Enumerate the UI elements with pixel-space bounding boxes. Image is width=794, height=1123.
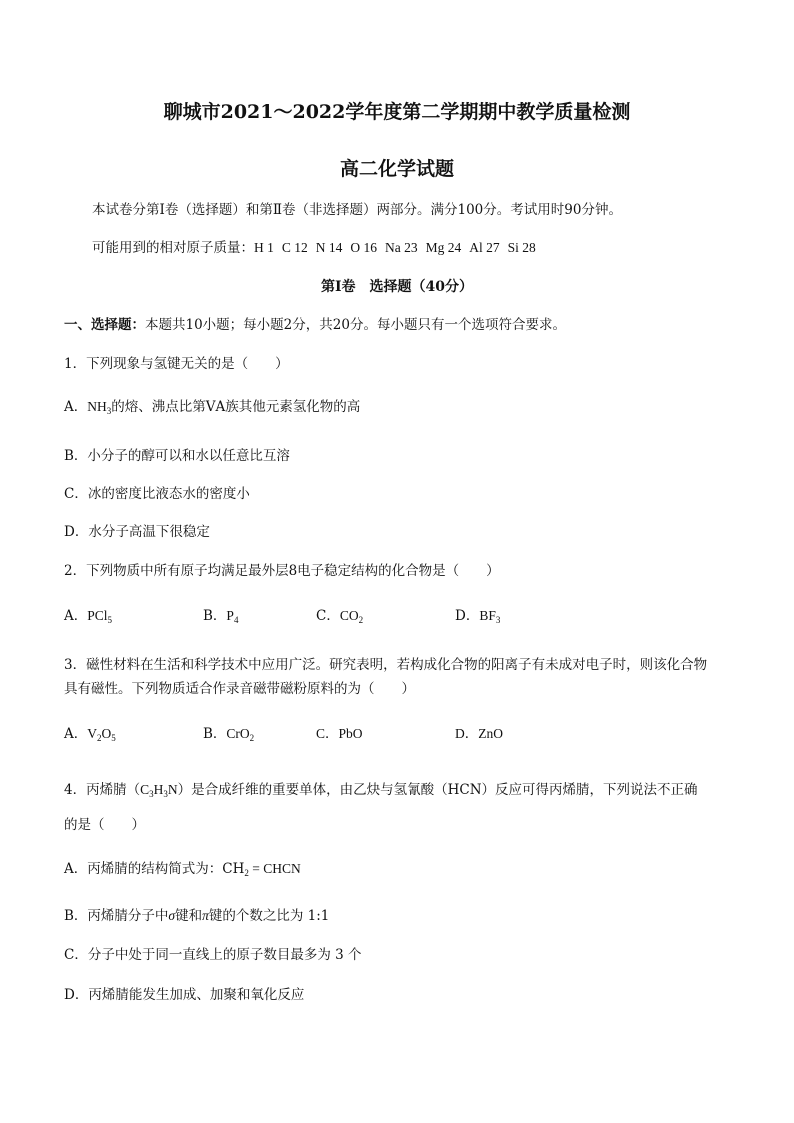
atomic-mass-line [92,238,734,258]
question-1-option-a [64,397,734,421]
formula-subscript: 2 [244,868,249,878]
formula-subscript: 4 [233,615,239,625]
question-1-option-d: D．水分子高温下很稳定 [64,524,210,540]
option-text: 键和 [175,908,203,924]
question-4-stem-line-2: 的是（ ） [64,817,145,833]
pi-symbol: π [202,908,209,923]
question-2-option-c [316,606,363,630]
formula-subscript: 3 [163,789,168,799]
sigma-symbol: σ [168,908,176,923]
formula: O [101,726,112,741]
question-1-option-b: B．小分子的醇可以和水以任意比互溶 [64,448,290,464]
question-3-option-a [64,724,116,748]
formula-subscript: 2 [358,615,364,625]
formula: PCl [87,608,108,623]
formula: CrO [226,726,250,741]
formula: P [226,608,234,623]
question-3-stem-line-2: 具有磁性。下列物质适合作录音磁带磁粉原料的为（ ） [64,681,415,697]
question-4-stem-line-1 [64,780,734,804]
instruction-text: 本题共10小题；每小题2分，共20分。每小题只有一个选项符合要求。 [145,317,566,333]
formula-subscript: 3 [106,406,112,416]
question-2-option-a [64,606,112,630]
option-label: B． [203,726,227,742]
atomic-mass-h: H 1 [254,240,274,255]
stem-text: 4．丙烯腈（ [64,782,141,798]
option-text: 的熔、沸点比第ⅤA族其他元素氢化物的高 [111,399,361,415]
exam-title: 聊城市2021～2022学年度第二学期期中教学质量检测 [163,101,631,123]
stem-text: ）是合成纤维的重要单体，由乙炔与氢氰酸（HCN）反应可得丙烯腈，下列说法不正确 [177,782,698,798]
intro-line: 本试卷分第Ⅰ卷（选择题）和第Ⅱ卷（非选择题）两部分。满分100分。考试用时90分钟。 [92,202,622,218]
section-instruction [64,315,734,335]
question-3-stem-line-1: 3．磁性材料在生活和科学技术中应用广泛。研究表明，若构成化合物的阳离子有未成对电子时，则该化合物 [64,657,708,673]
formula: V [87,726,97,741]
question-3-option-c: C．PbO [316,726,363,741]
option-text: A．丙烯腈的结构简式为：CH [64,861,245,877]
formula: N [167,782,178,797]
section-heading: 第Ⅰ卷 选择题（40分） [320,279,474,295]
question-1-option-c: C．冰的密度比液态水的密度小 [64,486,250,502]
option-text: B．丙烯腈分子中 [64,908,169,924]
question-4-option-a [64,859,734,883]
formula: CO [339,608,359,623]
question-1-stem: 1．下列现象与氢键无关的是（ ） [64,356,289,372]
option-label: A． [64,608,88,624]
option-label: A． [64,726,88,742]
question-2-stem: 2．下列物质中所有原子均满足最外层8电子稳定结构的化合物是（ ） [64,563,500,579]
formula-subscript: 2 [249,733,255,743]
atomic-mass-mg: Mg 24 [425,240,462,255]
question-3-option-d: D．ZnO [455,726,503,741]
formula-subscript: 3 [149,789,154,799]
formula: H [153,782,164,797]
question-2-option-b [203,606,238,630]
formula: BF [479,608,496,623]
question-4-option-d: D．丙烯腈能发生加成、加聚和氧化反应 [64,987,305,1003]
question-3-option-b [203,724,254,748]
formula-subscript: 5 [107,615,113,625]
atomic-mass-label: 可能用到的相对原子质量： [92,240,254,256]
question-4-option-c: C．分子中处于同一直线上的原子数目最多为 3 个 [64,947,362,963]
atomic-mass-o: O 16 [350,240,378,255]
atomic-mass-n: N 14 [315,240,343,255]
formula-subscript: 2 [97,733,102,743]
formula: NH [87,399,107,414]
instruction-bold: 一、选择题： [64,317,145,333]
option-text: 键的个数之比为 1:1 [208,908,330,924]
atomic-mass-c: C 12 [281,240,308,255]
option-label: C． [316,608,340,624]
exam-subtitle: 高二化学试题 [339,158,454,180]
formula: = CHCN [248,861,301,876]
formula-subscript: 3 [495,615,501,625]
option-label: B． [203,608,227,624]
atomic-mass-al: Al 27 [469,240,500,255]
option-label: D． [455,608,480,624]
formula: C [140,782,150,797]
atomic-mass-na: Na 23 [385,240,418,255]
question-4-option-b [64,906,734,926]
option-label: A． [64,399,88,415]
atomic-mass-si: Si 28 [507,240,536,255]
formula-subscript: 5 [111,733,116,743]
question-2-option-d [455,606,500,630]
